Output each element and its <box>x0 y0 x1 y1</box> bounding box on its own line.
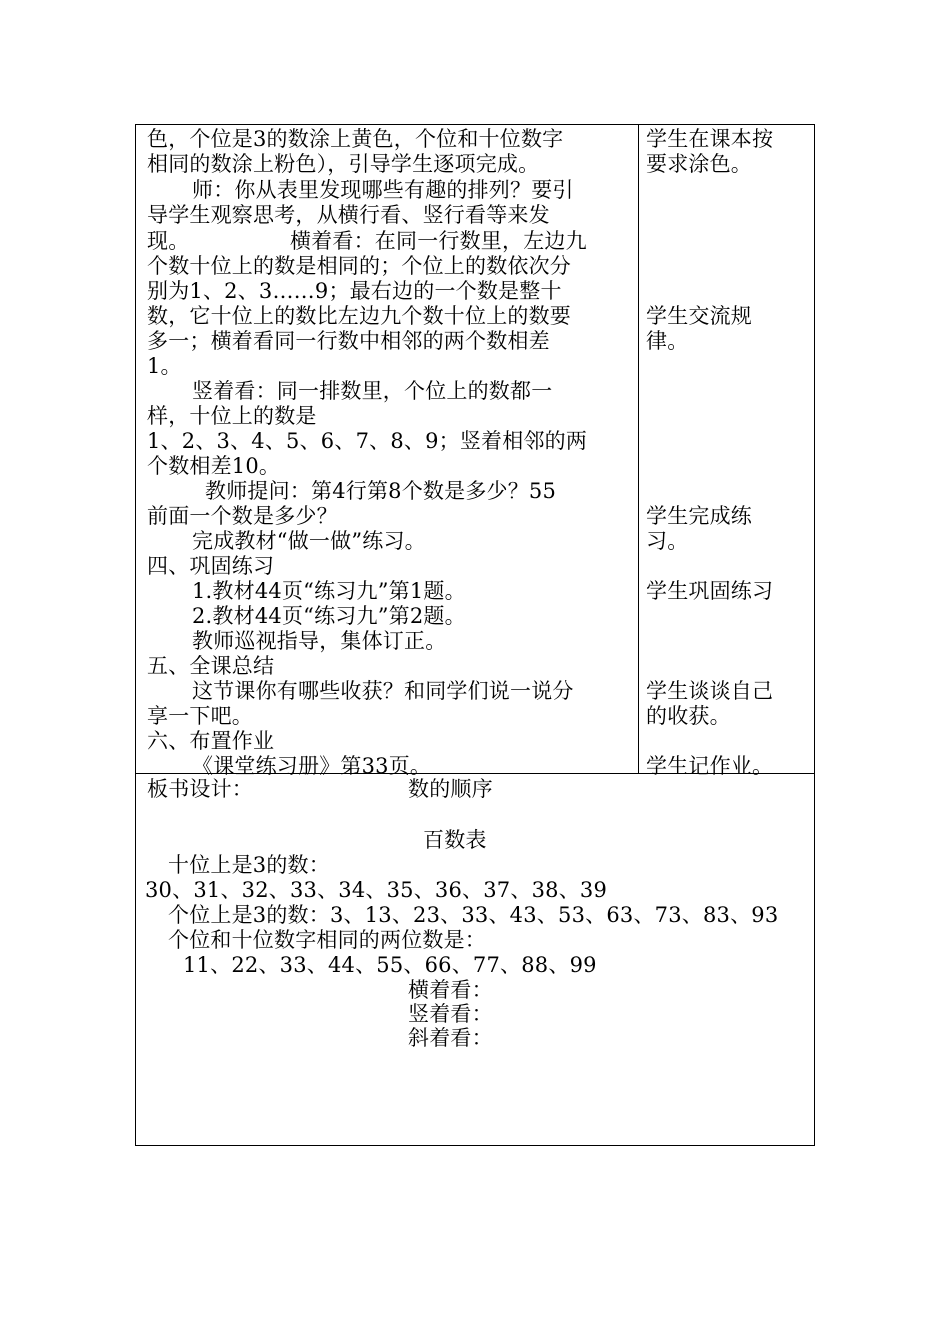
text-line: 教师巡视指导，集体订正。 <box>192 629 447 653</box>
text-line: 2.教材44页“练习九”第2题。 <box>192 604 466 628</box>
text-line: 导学生观察思考，从横行看、竖行看等来发 <box>147 203 550 227</box>
text-line: 个数十位上的数是相同的；个位上的数依次分 <box>147 254 571 278</box>
board-subtitle: 百数表 <box>423 828 487 852</box>
student-activity: 学生在课本按 <box>646 127 774 151</box>
student-activity: 学生巩固练习 <box>646 579 774 603</box>
text-line: 现。 <box>147 229 190 253</box>
student-activity: 律。 <box>646 329 689 353</box>
text-line: 色，个位是3的数涂上黄色，个位和十位数字 <box>147 127 564 151</box>
text-line: 数，它十位上的数比左边九个数十位上的数要 <box>147 304 571 328</box>
student-activity: 学生完成练 <box>646 504 752 528</box>
text-line: 1.教材44页“练习九”第1题。 <box>192 579 466 603</box>
board-line: 11、22、33、44、55、66、77、88、99 <box>183 953 597 977</box>
text-line: 1。 <box>147 354 182 378</box>
text-line: 前面一个数是多少？ <box>147 504 338 528</box>
board-line: 个位上是3的数：3、13、23、33、43、53、63、73、83、93 <box>168 903 779 927</box>
student-activity: 要求涂色。 <box>646 152 752 176</box>
board-label: 板书设计： <box>147 777 253 801</box>
text-line: 教师提问：第4行第8个数是多少？55 <box>205 479 557 503</box>
text-line: 完成教材“做一做”练习。 <box>192 529 426 553</box>
text-line: 个数相差10。 <box>147 454 281 478</box>
text-line: 这节课你有哪些收获？和同学们说一说分 <box>192 679 574 703</box>
text-line: 多一；横着看同一行数中相邻的两个数相差 <box>147 329 550 353</box>
text-line: 1、2、3、4、5、6、7、8、9；竖着相邻的两 <box>147 429 588 453</box>
student-activity: 学生交流规 <box>646 304 752 328</box>
text-line: 竖着看：同一排数里，个位上的数都一 <box>192 379 553 403</box>
section-heading: 四、巩固练习 <box>147 554 275 578</box>
board-line: 竖着看： <box>408 1002 493 1026</box>
board-line: 斜着看： <box>408 1026 493 1050</box>
board-line: 十位上是3的数： <box>168 853 330 877</box>
text-line: 样，十位上的数是 <box>147 404 317 428</box>
text-line: 师：你从表里发现哪些有趣的排列？要引 <box>192 178 574 202</box>
section-heading: 五、全课总结 <box>147 654 275 678</box>
column-divider <box>638 125 639 773</box>
student-activity: 学生记作业。 <box>646 754 774 778</box>
student-activity: 习。 <box>646 529 689 553</box>
text-line: 横着看：在同一行数里，左边九 <box>290 229 587 253</box>
board-line: 个位和十位数字相同的两位数是： <box>168 928 486 952</box>
student-activity: 的收获。 <box>646 704 731 728</box>
board-line: 横着看： <box>408 978 493 1002</box>
board-line: 30、31、32、33、34、35、36、37、38、39 <box>145 878 608 902</box>
text-line: 享一下吧。 <box>147 704 253 728</box>
student-activity: 学生谈谈自己 <box>646 679 774 703</box>
text-line: 别为1、2、3……9；最右边的一个数是整十 <box>147 279 562 303</box>
board-title: 数的顺序 <box>408 777 493 801</box>
text-line: 《课堂练习册》第33页。 <box>192 754 432 778</box>
section-heading: 六、布置作业 <box>147 729 275 753</box>
text-line: 相同的数涂上粉色），引导学生逐项完成。 <box>147 152 540 176</box>
